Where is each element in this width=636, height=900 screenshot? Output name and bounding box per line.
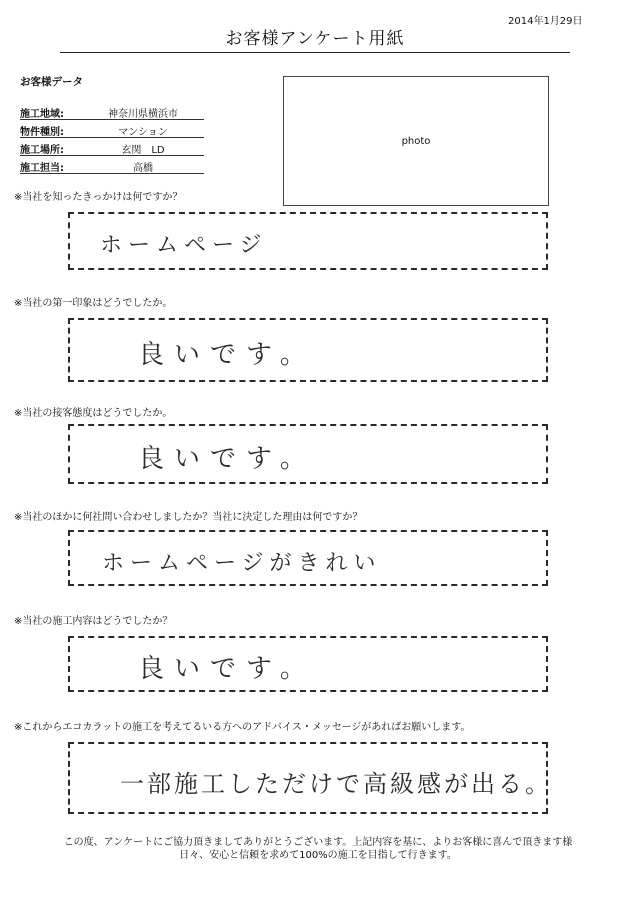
page-title: お客様アンケート用紙 [60, 24, 570, 53]
question-4: ※当社のほかに何社問い合わせしましたか？当社に決定した理由は何ですか？ [14, 512, 363, 523]
answer-1: ホームページ [100, 233, 268, 258]
customer-row-label: 施工場所: [20, 145, 64, 156]
answer-box-2 [68, 318, 548, 382]
customer-row-label: 施工担当: [20, 163, 64, 174]
answer-box-4 [68, 530, 548, 586]
photo-placeholder [283, 76, 549, 206]
customer-row-value: マンション [118, 127, 168, 138]
question-2: ※当社の第一印象はどうでしたか。 [14, 298, 173, 309]
question-3: ※当社の接客態度はどうでしたか。 [14, 408, 173, 419]
customer-row-value: 玄関 LD [121, 145, 165, 156]
answer-box-3 [68, 424, 548, 484]
answer-3: 良いです。 [138, 444, 316, 474]
survey-date: 2014年1月29日 [508, 16, 583, 27]
customer-row-label: 施工地域: [20, 109, 64, 120]
answer-5: 良いです。 [138, 654, 316, 684]
answer-2: 良いです。 [138, 340, 316, 370]
customer-row-value: 高橋 [133, 163, 153, 174]
question-1: ※当社を知ったきっかけは何ですか？ [14, 192, 183, 203]
answer-box-1 [68, 212, 548, 270]
answer-4: ホームページがきれい [102, 551, 382, 576]
customer-row-staff [20, 158, 204, 174]
question-6: ※これからエコカラットの施工を考えてるいる方へのアドバイス・メッセージがあればお願いします。 [14, 722, 471, 733]
footer-line-1: この度、アンケートにご協力頂きましてありがとうございます。上記内容を基に、よりお客様に喜んで頂きます様 [63, 837, 573, 848]
customer-row-area [20, 104, 204, 120]
customer-row-label: 物件種別: [20, 127, 64, 138]
footer-message [0, 836, 636, 862]
customer-row-value: 神奈川県横浜市 [108, 109, 178, 120]
customer-data-heading: お客様データ [20, 76, 83, 88]
answer-box-6 [68, 742, 552, 814]
footer-line-2: 日々、安心と信頼を求めて100%の施工を目指して行きます。 [179, 850, 457, 861]
answer-box-5 [68, 636, 548, 692]
customer-row-location [20, 140, 204, 156]
photo-label: photo [401, 136, 431, 147]
customer-row-property-type [20, 122, 204, 138]
answer-6: 一部施工しただけで高級感が出る。 [120, 770, 552, 798]
question-5: ※当社の施工内容はどうでしたか？ [14, 616, 173, 627]
